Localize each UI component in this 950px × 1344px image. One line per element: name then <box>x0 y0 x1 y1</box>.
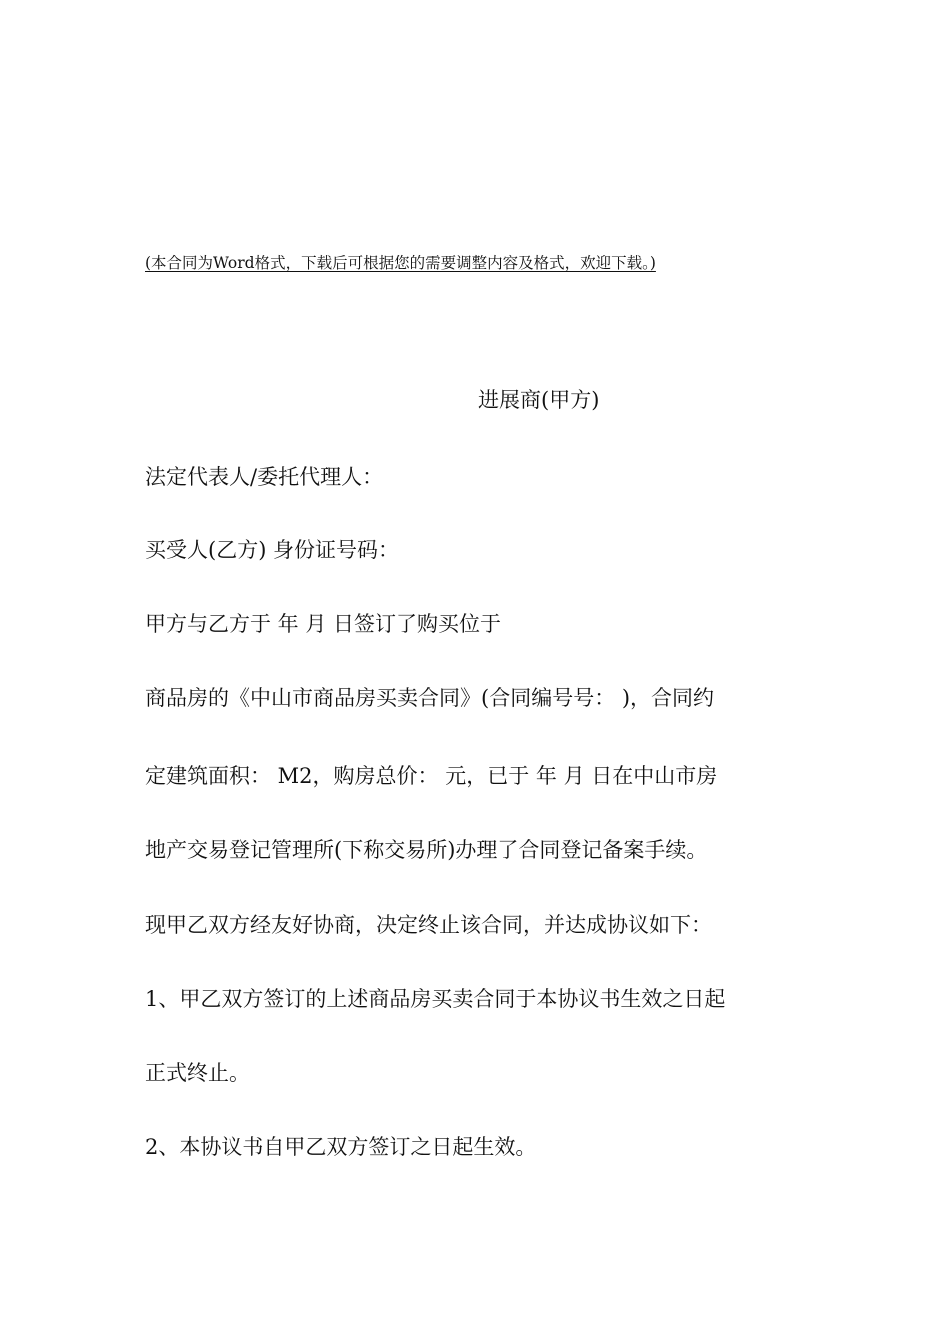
format-notice: (本合同为Word格式，下载后可根据您的需要调整内容及格式，欢迎下载。) <box>145 254 656 272</box>
clause-2-line: 2、本协议书自甲乙双方签订之日起生效。 <box>145 1135 537 1159</box>
party-a-heading: 进展商(甲方) <box>478 388 600 412</box>
clause-1-continuation: 正式终止。 <box>145 1061 250 1085</box>
body-text-line: 商品房的《中山市商品房买卖合同》(合同编号号： )，合同约 <box>145 686 715 710</box>
clause-1-line: 1、甲乙双方签订的上述商品房买卖合同于本协议书生效之日起 <box>145 987 726 1011</box>
body-text-line: 甲方与乙方于 年 月 日签订了购买位于 <box>145 612 502 636</box>
legal-representative-line: 法定代表人/委托代理人： <box>145 465 384 489</box>
body-text-line: 地产交易登记管理所(下称交易所)办理了合同登记备案手续。 <box>145 838 708 862</box>
buyer-id-line: 买受人(乙方) 身份证号码： <box>145 538 400 562</box>
body-text-line: 定建筑面积： M2，购房总价： 元，已于 年 月 日在中山市房 <box>145 764 718 788</box>
body-text-line: 现甲乙双方经友好协商，决定终止该合同，并达成协议如下： <box>145 913 712 937</box>
